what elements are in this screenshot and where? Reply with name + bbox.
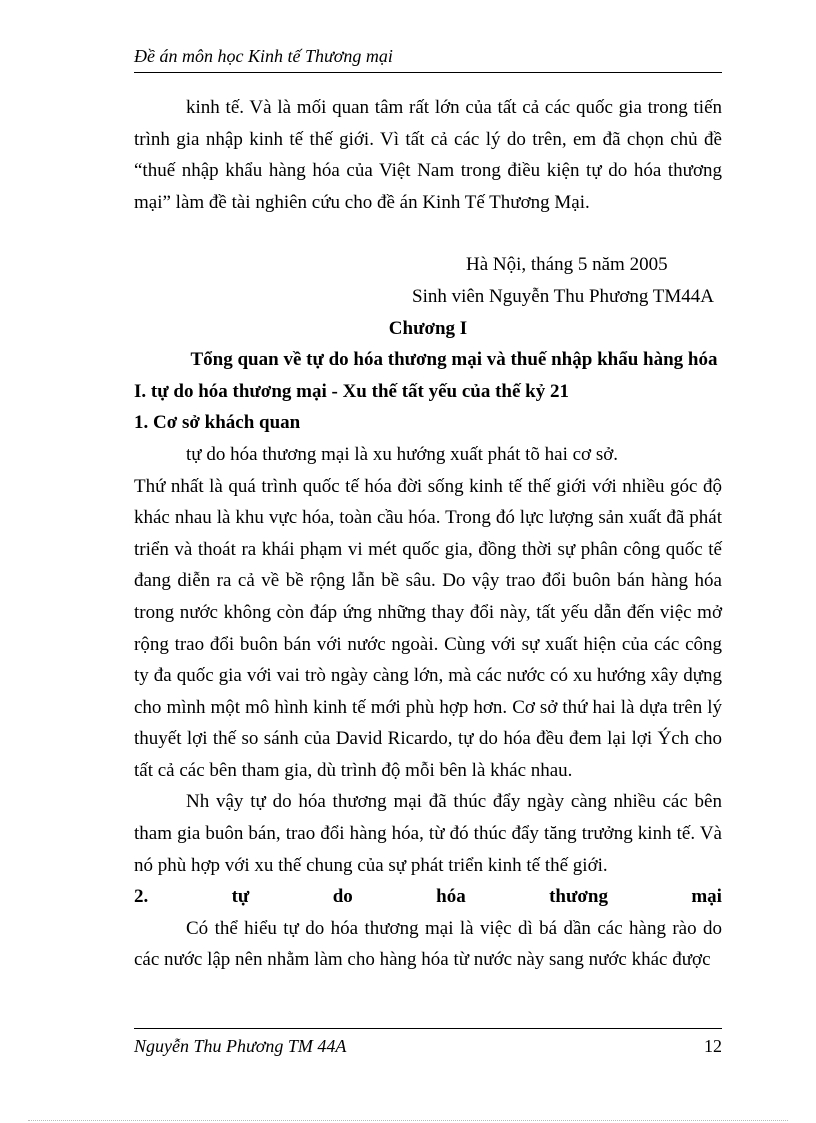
header-rule [134, 72, 722, 73]
page-number: 12 [704, 1036, 722, 1056]
page-footer [134, 1036, 722, 1057]
section-2-word: mại [691, 886, 722, 908]
section-1-heading: I. tự do hóa thương mại - Xu thế tất yếu của thế kỷ 21 [134, 380, 569, 402]
chapter-label: Chương I [388, 317, 468, 339]
section-1-subheading: 1. Cơ sở khách quan [134, 412, 301, 434]
section-2-heading [134, 881, 722, 913]
document-body [134, 92, 722, 976]
spacer [134, 218, 722, 249]
intro-paragraph: kinh tế. Và là mối quan tâm rất lớn của tất cả các quốc gia trong tiến trình gia nhập kinh tế thế giới. Vì tất cả các lý do trên, em đã chọn chủ đề “thuế nhập khẩu hàng hóa của Việt Nam trong điều kiện tự do hóa thương mại” làm đề tài nghiên cứu cho đề án Kinh Tế Thương Mại. [134, 97, 722, 213]
section-2-paragraph: Có thể hiểu tự do hóa thương mại là việc dì bá dần các hàng rào do các nước lập nên nhằm làm cho hàng hóa từ nước này sang nước khác được [134, 917, 722, 971]
section-2-word: do [332, 886, 353, 908]
section-1-lead: tự do hóa thương mại là xu hướng xuất phát tõ hai cơ sở. [186, 443, 619, 465]
signature-place-date: Hà Nội, tháng 5 năm 2005 [466, 254, 668, 276]
signature-student: Sinh viên Nguyễn Thu Phương TM44A [412, 285, 715, 307]
footer-rule [134, 1028, 722, 1029]
section-1-conclusion: Nh vậy tự do hóa thương mại đã thúc đẩy ngày càng nhiều các bên tham gia buôn bán, trao đổi hàng hóa, từ đó thúc đẩy tăng trưởng kinh tế. Và nó phù hợp với xu thế chung của sự phát triển kinh tế thế giới. [134, 791, 722, 876]
section-2-word: 2. [134, 886, 149, 908]
section-2-word: hóa [436, 886, 466, 908]
page-header-title: Đề án môn học Kinh tế Thương mại [134, 46, 393, 66]
page-bottom-dotted-line [28, 1120, 788, 1121]
section-2-word: thương [549, 886, 608, 908]
footer-author: Nguyễn Thu Phương TM 44A [134, 1036, 347, 1056]
section-1-paragraph: Thứ nhất là quá trình quốc tế hóa đời sống kinh tế thế giới với nhiều góc độ khác nhau là khu vực hóa, toàn cầu hóa. Trong đó lực lượng sản xuất đã phát triển và thoát ra khái phạm vi mét quốc gia, đồng thời sự phân công quốc tế đang diễn ra cả về bề rộng lẫn bề sâu. Do vậy trao đổi buôn bán hàng hóa trong nước không còn đáp ứng những thay đổi này, tất yếu dẫn đến việc mở rộng trao đổi buôn bán với nước ngoài. Cùng với sự xuất hiện của các công ty đa quốc gia với vai trò ngày càng lớn, mà các nước có xu hướng xây dựng cho mình một mô hình kinh tế mới phù hợp hơn. Cơ sở thứ hai là dựa trên lý thuyết lợi thế so sánh của David Ricardo, tự do hóa đều đem lại lợi Ých cho tất cả các bên tham gia, dù trình độ mỗi bên là khác nhau. [134, 475, 722, 781]
chapter-title: Tổng quan về tự do hóa thương mại và thuế nhập khẩu hàng hóa [190, 349, 718, 371]
section-2-word: tự [231, 886, 250, 908]
